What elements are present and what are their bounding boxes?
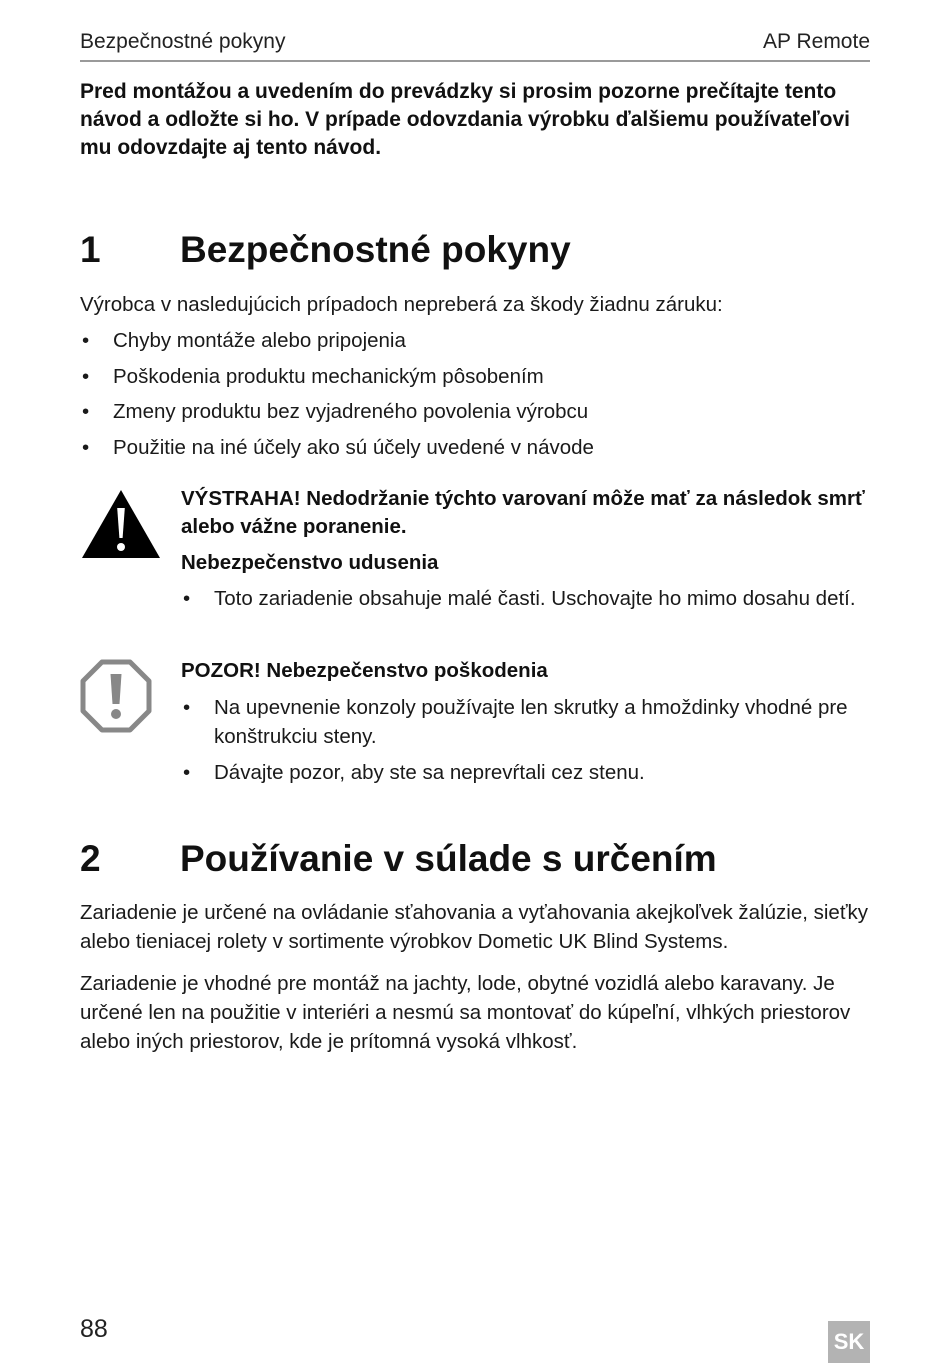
caution-list [181, 693, 871, 794]
warning-subtitle: Nebezpečenstvo udusenia [181, 551, 439, 574]
section-1-title: Bezpečnostné pokyny [180, 229, 571, 270]
language-tab: SK [828, 1321, 870, 1363]
list-item: • Dávajte pozor, aby ste sa neprevŕtali cez stenu. [183, 761, 645, 784]
list-item: • Poškodenia produktu mechanickým pôsobením [82, 364, 544, 388]
caution-title: POZOR! Nebezpečenstvo poškodenia [181, 659, 548, 682]
caution-octagon-icon [80, 659, 152, 733]
list-item: • Chyby montáže alebo pripojenia [82, 329, 406, 352]
page-number: 88 [80, 1315, 108, 1343]
list-item: • Na upevnenie konzoly používajte len skrutky a hmoždinky vhodné pre konštrukciu steny. [183, 696, 848, 748]
header-section-name: Bezpečnostné pokyny [80, 30, 286, 53]
list-item: • Toto zariadenie obsahuje malé časti. Uschovajte ho mimo dosahu detí. [183, 587, 856, 610]
list-item: • Použitie na iné účely ako sú účely uvedené v návode [82, 435, 594, 459]
intro-notice: Pred montážou a uvedením do prevádzky si prosim pozorne prečítajte tento návod a odložte si ho. V prípade odovzdania výrobku ďalšiemu používateľovi mu odovzdajte aj tento návod. [80, 80, 850, 159]
section-2-number: 2 [80, 838, 101, 879]
section-2-paragraph-2: Zariadenie je vhodné pre montáž na jachty, lode, obytné vozidlá alebo karavany. Je určené len na použitie v interiéri a nesmú sa montovať do kúpeľní, vlhkých priestorov alebo iných priestorov, kde je prítomná vysoká vlhkosť. [80, 972, 851, 1053]
section-1-number: 1 [80, 229, 101, 270]
running-header [80, 28, 870, 62]
list-item: • Zmeny produktu bez vyjadreného povolenia výrobcu [82, 400, 589, 423]
section-1-lead: Výrobca v nasledujúcich prípadoch nepreberá za škody žiadnu záruku: [80, 293, 723, 316]
liability-list [80, 326, 870, 468]
warning-triangle-icon [80, 488, 162, 560]
section-2-paragraph-1: Zariadenie je určené na ovládanie sťahovania a vyťahovania akejkoľvek žalúzie, sieťky alebo tieniacej rolety v sortimente výrobkov Dometic UK Blind Systems. [80, 901, 869, 953]
header-product-name: AP Remote [763, 30, 870, 53]
section-2-title: Používanie v súlade s určením [180, 838, 717, 879]
warning-list [181, 584, 871, 620]
warning-title: VÝSTRAHA! Nedodržanie týchto varovaní môže mať za následok smrť alebo vážne poranenie. [181, 487, 865, 538]
